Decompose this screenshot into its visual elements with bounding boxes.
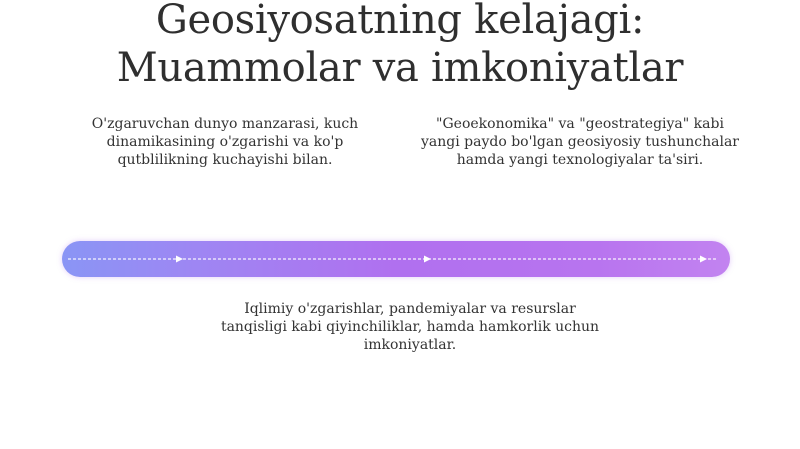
slide-title	[0, 0, 800, 92]
timeline-item-3-text: Iqlimiy o'zgarishlar, pandemiyalar va resurslar tanqisligi kabi qiyinchiliklar, hamda hamkorlik uchun imkoniyatlar.	[220, 301, 600, 353]
slide-title-line-2: Muammolar va imkoniyatlar	[116, 45, 684, 91]
timeline-bar	[62, 241, 730, 277]
timeline-item-1-text: O'zgaruvchan dunyo manzarasi, kuch dinamikasining o'zgarishi va ko'p qutblilikning kuchayishi bilan.	[91, 116, 359, 168]
timeline-arrow-track	[62, 241, 730, 277]
slide-title-line-1: Geosiyosatning kelajagi:	[155, 0, 645, 43]
timeline-arrow-2-icon	[424, 256, 431, 263]
timeline-arrow-1-icon	[176, 256, 183, 263]
timeline-arrow-3-icon	[700, 256, 707, 263]
timeline-item-2-text: "Geoekonomika" va "geostrategiya" kabi yangi paydo bo'lgan geosiyosiy tushunchalar hamda yangi texnologiyalar ta'siri.	[420, 116, 739, 168]
